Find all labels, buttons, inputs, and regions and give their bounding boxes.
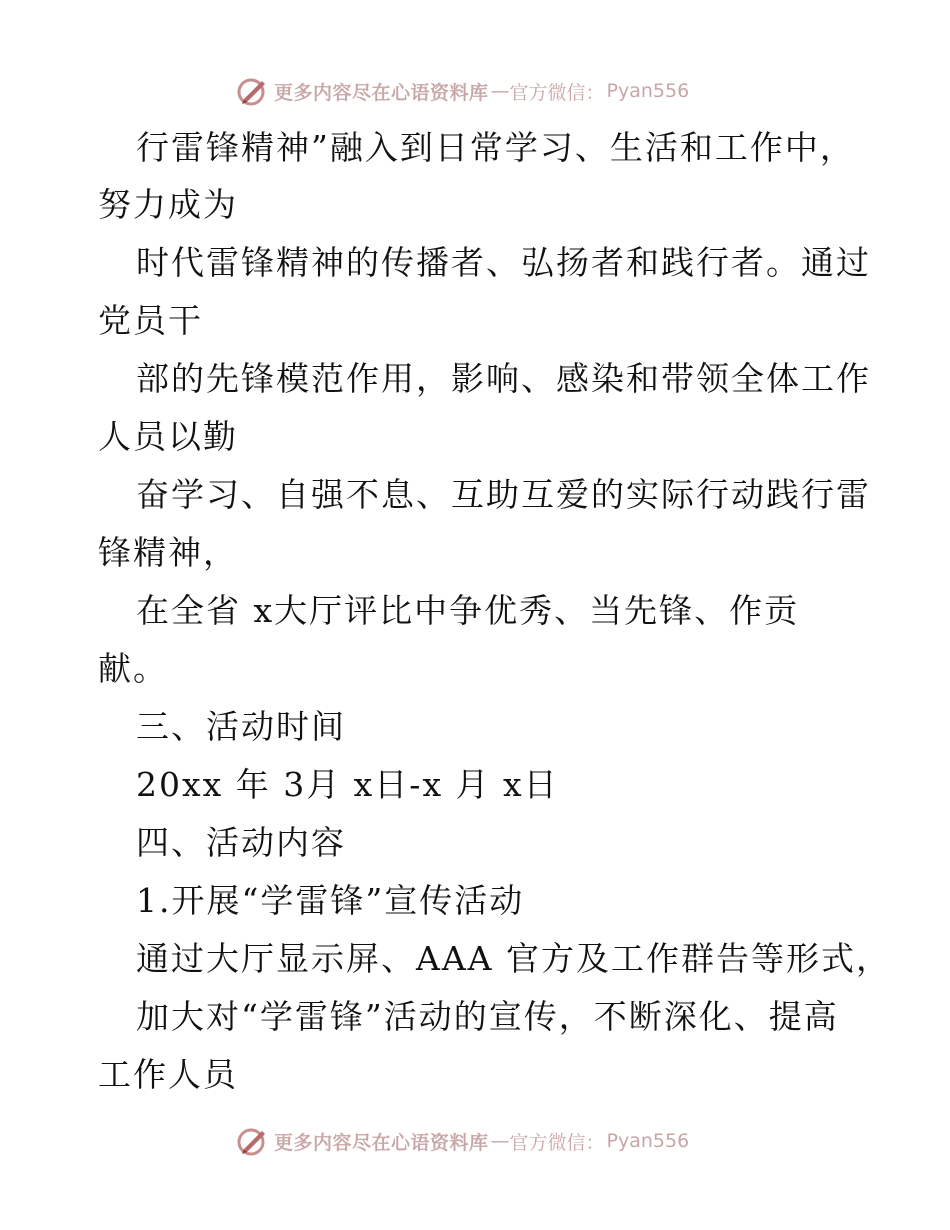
pen-logo-icon [236, 75, 268, 107]
body-line: 锋精神， [98, 533, 238, 572]
header-watermark [236, 74, 689, 108]
watermark-dash: — [490, 80, 508, 102]
body-line: 党员干 [98, 301, 203, 340]
watermark-wechat-id: Pyan556 [606, 1130, 690, 1152]
body-line: 努力成为 [98, 185, 238, 224]
section-heading: 四、活动内容 [136, 823, 346, 862]
body-line: 部的先锋模范作用，影响、感染和带领全体工作 [136, 359, 871, 398]
body-line: 通过大厅显示屏、AAA 官方及工作群告等形式， [136, 939, 891, 978]
body-line: 工作人员 [98, 1055, 238, 1094]
body-line: 加大对“学雷锋”活动的宣传，不断深化、提高 [136, 997, 839, 1036]
body-line: 人员以勤 [98, 417, 238, 456]
watermark-wechat-label: 官方微信： [509, 81, 605, 104]
body-line: 奋学习、自强不息、互助互爱的实际行动践行雷 [136, 475, 871, 514]
section-heading: 三、活动时间 [136, 707, 346, 746]
watermark-dash: — [490, 1130, 508, 1152]
body-line: 行雷锋精神”融入到日常学习、生活和工作中， [136, 128, 855, 167]
body-line: 献。 [98, 649, 168, 688]
pen-logo-icon [236, 1125, 268, 1157]
subsection-heading: 1.开展“学雷锋”宣传活动 [136, 881, 525, 920]
body-line: 20xx 年 3月 x日-x 月 x日 [136, 765, 559, 804]
footer-watermark [236, 1124, 689, 1158]
watermark-brand: 更多内容尽在心语资料库 [274, 81, 489, 104]
body-line: 时代雷锋精神的传播者、弘扬者和践行者。通过 [136, 243, 871, 282]
watermark-wechat-id: Pyan556 [606, 80, 690, 102]
watermark-brand: 更多内容尽在心语资料库 [274, 1131, 489, 1154]
body-line: 在全省 x大厅评比中争优秀、当先锋、作贡 [136, 591, 800, 630]
watermark-wechat-label: 官方微信： [509, 1131, 605, 1154]
